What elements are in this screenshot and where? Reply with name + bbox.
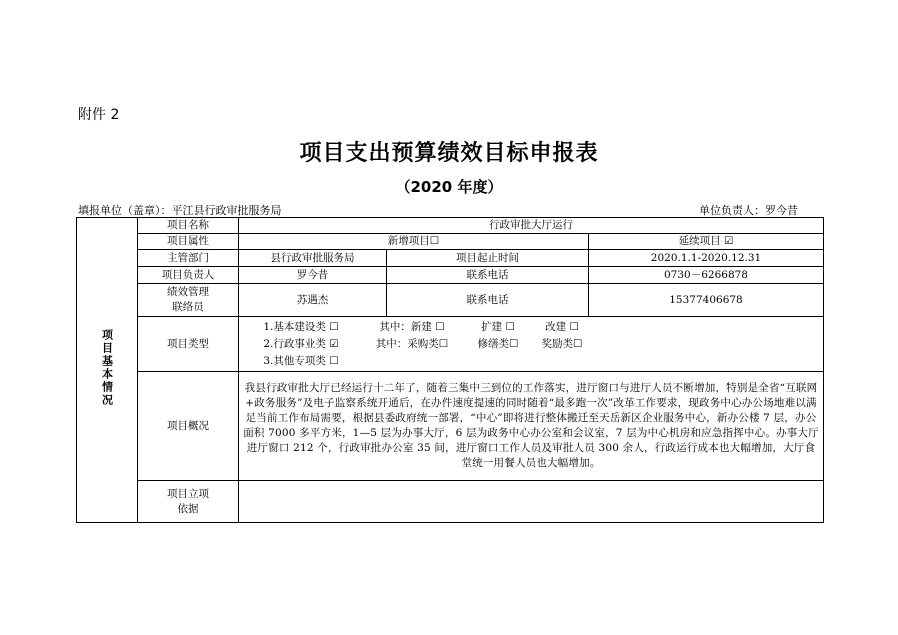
owner-label: 项目负责人 <box>138 267 239 284</box>
type-option[interactable]: 修缮类☐ <box>477 337 519 350</box>
dept-value: 县行政审批服务局 <box>239 250 387 267</box>
table-row <box>77 317 824 372</box>
period-value: 2020.1.1-2020.12.31 <box>589 250 824 267</box>
type-label: 项目类型 <box>138 317 239 372</box>
type-option[interactable]: 改建 ☐ <box>545 320 579 333</box>
form-year: （2020 年度） <box>395 178 503 196</box>
type-option[interactable]: 其中：新建 ☐ <box>379 320 445 333</box>
type-option[interactable]: 奖励类☐ <box>541 337 583 350</box>
liaison-label-line2: 联络员 <box>172 301 204 313</box>
overview-label: 项目概况 <box>138 372 239 481</box>
table-row <box>77 372 824 481</box>
phone2-value: 15377406678 <box>589 284 824 317</box>
basis-label-line2: 依据 <box>177 502 199 515</box>
type-option <box>464 353 532 370</box>
table-row <box>77 250 824 267</box>
liaison-label-line1: 绩效管理 <box>167 286 209 298</box>
liaison-label <box>138 284 239 317</box>
type-option[interactable]: 扩建 ☐ <box>481 320 515 333</box>
unit-head: 单位负责人：罗今昔 <box>699 204 798 217</box>
type-option[interactable]: 2.行政事业类 ☑ <box>263 337 339 350</box>
table-row <box>77 481 824 523</box>
dept-label: 主管部门 <box>138 250 239 267</box>
table-row <box>77 284 824 317</box>
phone2-label: 联系电话 <box>387 284 589 317</box>
form-title: 项目支出预算绩效目标申报表 <box>299 141 599 166</box>
basis-label-line1: 项目立项 <box>167 487 209 500</box>
phone-label: 联系电话 <box>387 267 589 284</box>
basis-value[interactable] <box>239 481 824 523</box>
section-label: 项目基本情况 <box>100 328 114 407</box>
type-option[interactable]: 1.基本建设类 ☐ <box>263 320 339 333</box>
project-attr-label: 项目属性 <box>138 234 239 250</box>
type-options <box>239 317 824 372</box>
project-name-value: 行政审批大厅运行 <box>239 218 824 234</box>
type-option <box>532 353 592 370</box>
overview-text: 我县行政审批大厅已经运行十二年了，随着三集中三到位的工作落实，进厅窗口与进厅人员不断增加，特别是全省“互联网+政务服务”及电子监察系统开通后，在办件速度提速的同时随着“最多跑一次”改革工作要求，现政务中心办公场地难以满足当前工作布局需要，根据县委政府统一部署，“中心”即将进行整体搬迁至天岳新区企业服务中心，新办公楼 7 层，办公面积 7000 多平方米，1—5 层为办事大厅，6 层为政务中心办公室和会议室，7 层为中心机房和应急指挥中心。办事大厅进厅窗口 212 个，行政审批办公室 35 间，进厅窗口工作人员及审批人员 300 余人，行政运行成本也大幅增加，大厅食堂统一用餐人员也大幅增加。 <box>239 372 824 481</box>
attr-continuing-option[interactable]: 延续项目 ☑ <box>589 234 824 250</box>
attr-new-option[interactable]: 新增项目☐ <box>239 234 589 250</box>
attachment-label: 附件 2 <box>78 107 120 123</box>
declaration-table <box>76 217 824 523</box>
table-row <box>77 234 824 250</box>
type-grid <box>242 319 820 370</box>
phone-value: 0730－6266878 <box>589 267 824 284</box>
project-name-label: 项目名称 <box>138 218 239 234</box>
type-option[interactable]: 3.其他专项类 ☐ <box>263 354 339 367</box>
basis-label <box>138 481 239 523</box>
owner-value: 罗今昔 <box>239 267 387 284</box>
type-option[interactable]: 其中：采购类☐ <box>375 337 449 350</box>
period-label: 项目起止时间 <box>387 250 589 267</box>
liaison-value: 苏遇杰 <box>239 284 387 317</box>
section-cell <box>77 218 138 523</box>
reporting-unit: 填报单位（盖章）：平江县行政审批服务局 <box>78 204 282 217</box>
table-row <box>77 267 824 284</box>
type-option <box>360 353 464 370</box>
table-row <box>77 218 824 234</box>
